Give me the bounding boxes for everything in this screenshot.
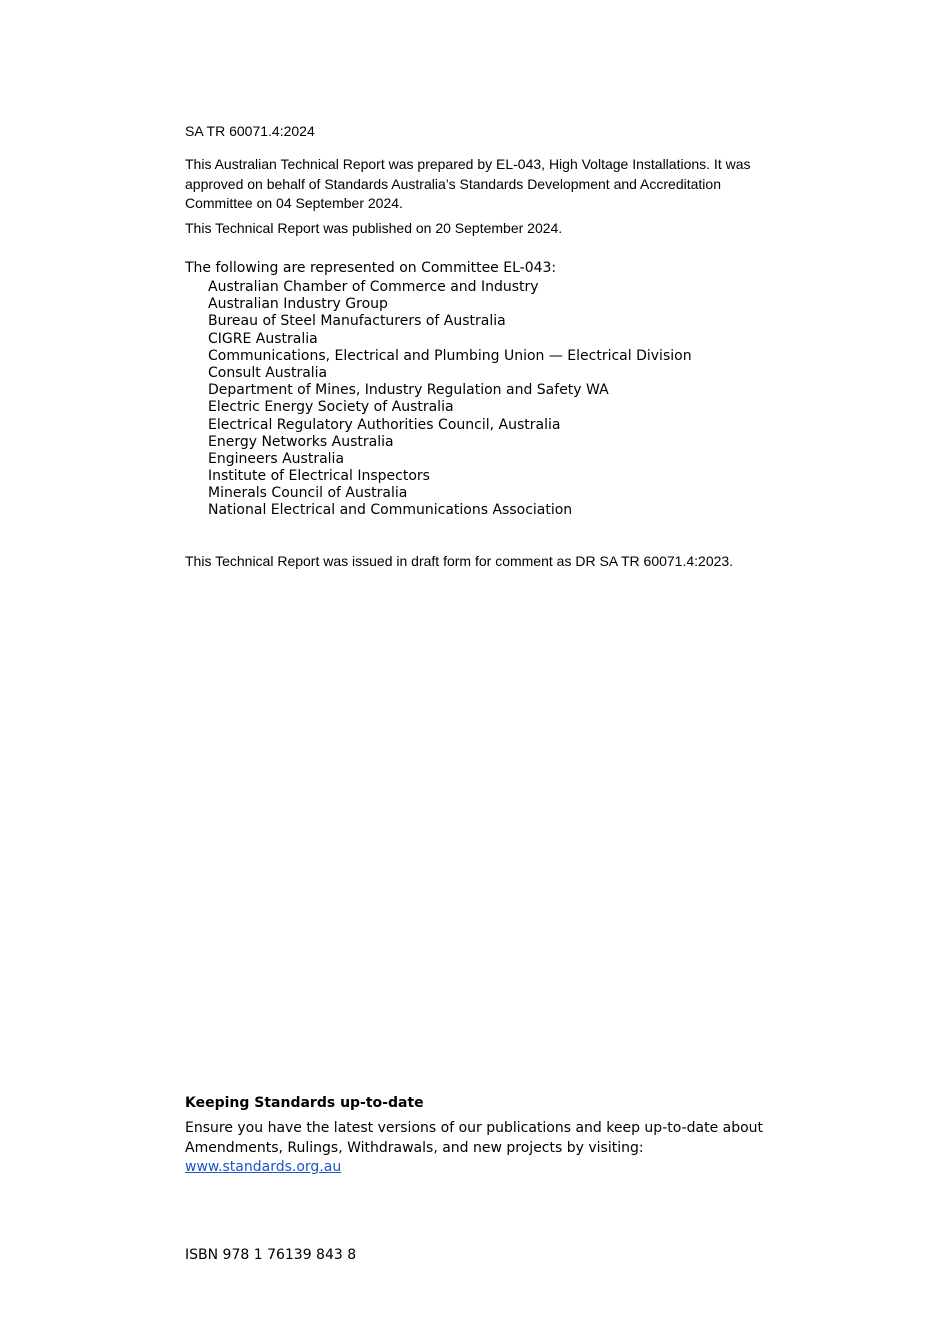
committee-member: Electrical Regulatory Authorities Council, Australia (208, 416, 561, 433)
committee-member: National Electrical and Communications Association (208, 502, 573, 519)
committee-member: CIGRE Australia (208, 330, 318, 347)
committee-member: Bureau of Steel Manufacturers of Australia (208, 313, 506, 330)
preparation-paragraph: This Australian Technical Report was prepared by EL-043, High Voltage Installations. It was approved on behalf of Standards Australia’s Standards Development and Accreditation Committee on 04 September 2024. (185, 156, 751, 211)
committee-member: Consult Australia (208, 364, 328, 381)
committee-member: Australian Industry Group (208, 296, 388, 313)
committee-member: Energy Networks Australia (208, 433, 394, 450)
committee-member-list (208, 279, 768, 520)
standards-website-link[interactable]: www.standards.org.au (185, 1159, 342, 1175)
publication-paragraph: This Technical Report was published on 20 September 2024. (185, 220, 563, 236)
keeping-standards-paragraph (185, 1119, 775, 1178)
committee-member: Department of Mines, Industry Regulation and Safety WA (208, 382, 609, 399)
committee-member: Institute of Electrical Inspectors (208, 468, 430, 485)
committee-member: Electric Energy Society of Australia (208, 399, 454, 416)
draft-paragraph: This Technical Report was issued in draft form for comment as DR SA TR 60071.4:2023. (185, 553, 734, 569)
keeping-standards-body: Ensure you have the latest versions of our publications and keep up-to-date about Amendments, Rulings, Withdrawals, and new projects by visiting: (185, 1120, 764, 1156)
committee-member: Engineers Australia (208, 450, 345, 467)
committee-member: Australian Chamber of Commerce and Industry (208, 279, 539, 295)
isbn-number: ISBN 978 1 76139 843 8 (185, 1247, 357, 1263)
committee-member: Minerals Council of Australia (208, 485, 408, 502)
committee-member: Communications, Electrical and Plumbing Union — Electrical Division (208, 347, 692, 364)
document-id: SA TR 60071.4:2024 (185, 123, 315, 139)
keeping-standards-heading: Keeping Standards up-to-date (185, 1095, 424, 1111)
committee-heading: The following are represented on Committee EL-043: (185, 260, 557, 276)
